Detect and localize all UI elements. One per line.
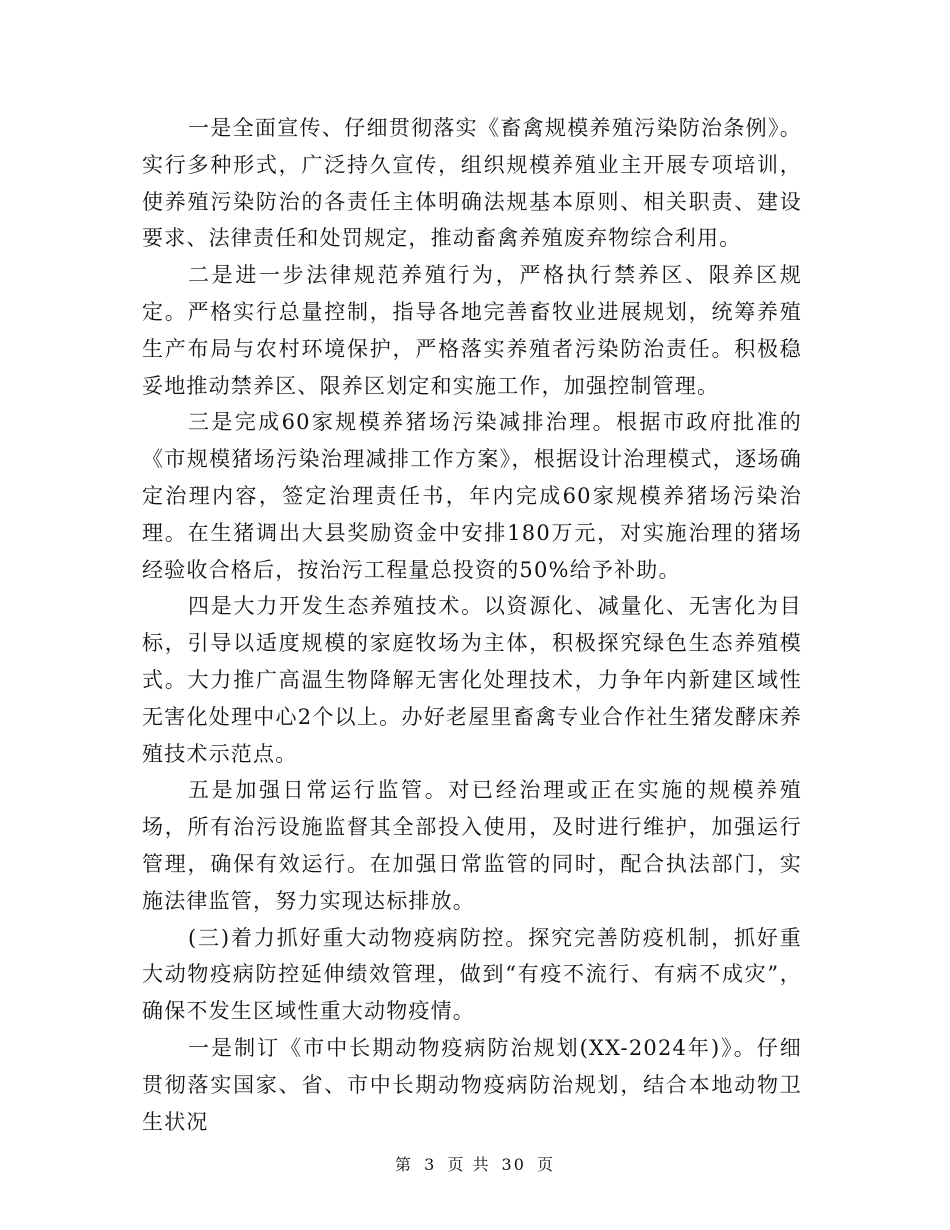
footer-middle: 页 共 <box>447 1155 491 1174</box>
footer-current-page: 3 <box>424 1155 437 1174</box>
page-footer <box>0 1152 950 1175</box>
paragraph-2: 二是进一步法律规范养殖行为，严格执行禁养区、限养区规定。严格实行总量控制，指导各地完善畜牧业进展规划，统筹养殖生产布局与农村环境保护，严格落实养殖者污染防治责任。积极稳妥地推动禁养区、限养区划定和实施工作，加强控制管理。 <box>142 263 802 398</box>
footer-total-pages: 30 <box>501 1155 526 1174</box>
paragraph-5: 五是加强日常运行监管。对已经治理或正在实施的规模养殖场，所有治污设施监督其全部投入使用，及时进行维护，加强运行管理，确保有效运行。在加强日常监管的同时，配合执法部门，实施法律监管，努力实现达标排放。 <box>142 778 802 913</box>
document-body <box>142 110 802 1140</box>
paragraph-3: 三是完成60家规模养猪场污染减排治理。根据市政府批准的《市规模猪场污染治理减排工作方案》，根据设计治理模式，逐场确定治理内容，签定治理责任书，年内完成60家规模养猪场污染治理。在生猪调出大县奖励资金中安排180万元，对实施治理的猪场经验收合格后，按治污工程量总投资的50%给予补助。 <box>142 410 802 582</box>
paragraph-6: (三)着力抓好重大动物疫病防控。探究完善防疫机制，抓好重大动物疫病防控延伸绩效管理，做到“有疫不流行、有病不成灾”，确保不发生区域性重大动物疫情。 <box>142 925 802 1024</box>
paragraph-7: 一是制订《市中长期动物疫病防治规划(XX-2024年)》。仔细贯彻落实国家、省、市中长期动物疫病防治规划，结合本地动物卫生状况 <box>142 1035 802 1134</box>
footer-prefix: 第 <box>394 1155 413 1174</box>
paragraph-1: 一是全面宣传、仔细贯彻落实《畜禽规模养殖污染防治条例》。实行多种形式，广泛持久宣传，组织规模养殖业主开展专项培训，使养殖污染防治的各责任主体明确法规基本原则、相关职责、建设要求、法律责任和处罚规定，推动畜禽养殖废弃物综合利用。 <box>142 116 802 251</box>
paragraph-4: 四是大力开发生态养殖技术。以资源化、减量化、无害化为目标，引导以适度规模的家庭牧场为主体，积极探究绿色生态养殖模式。大力推广高温生物降解无害化处理技术，力争年内新建区域性无害化处理中心2个以上。办好老屋里畜禽专业合作社生猪发酵床养殖技术示范点。 <box>142 594 802 766</box>
footer-suffix: 页 <box>537 1155 556 1174</box>
